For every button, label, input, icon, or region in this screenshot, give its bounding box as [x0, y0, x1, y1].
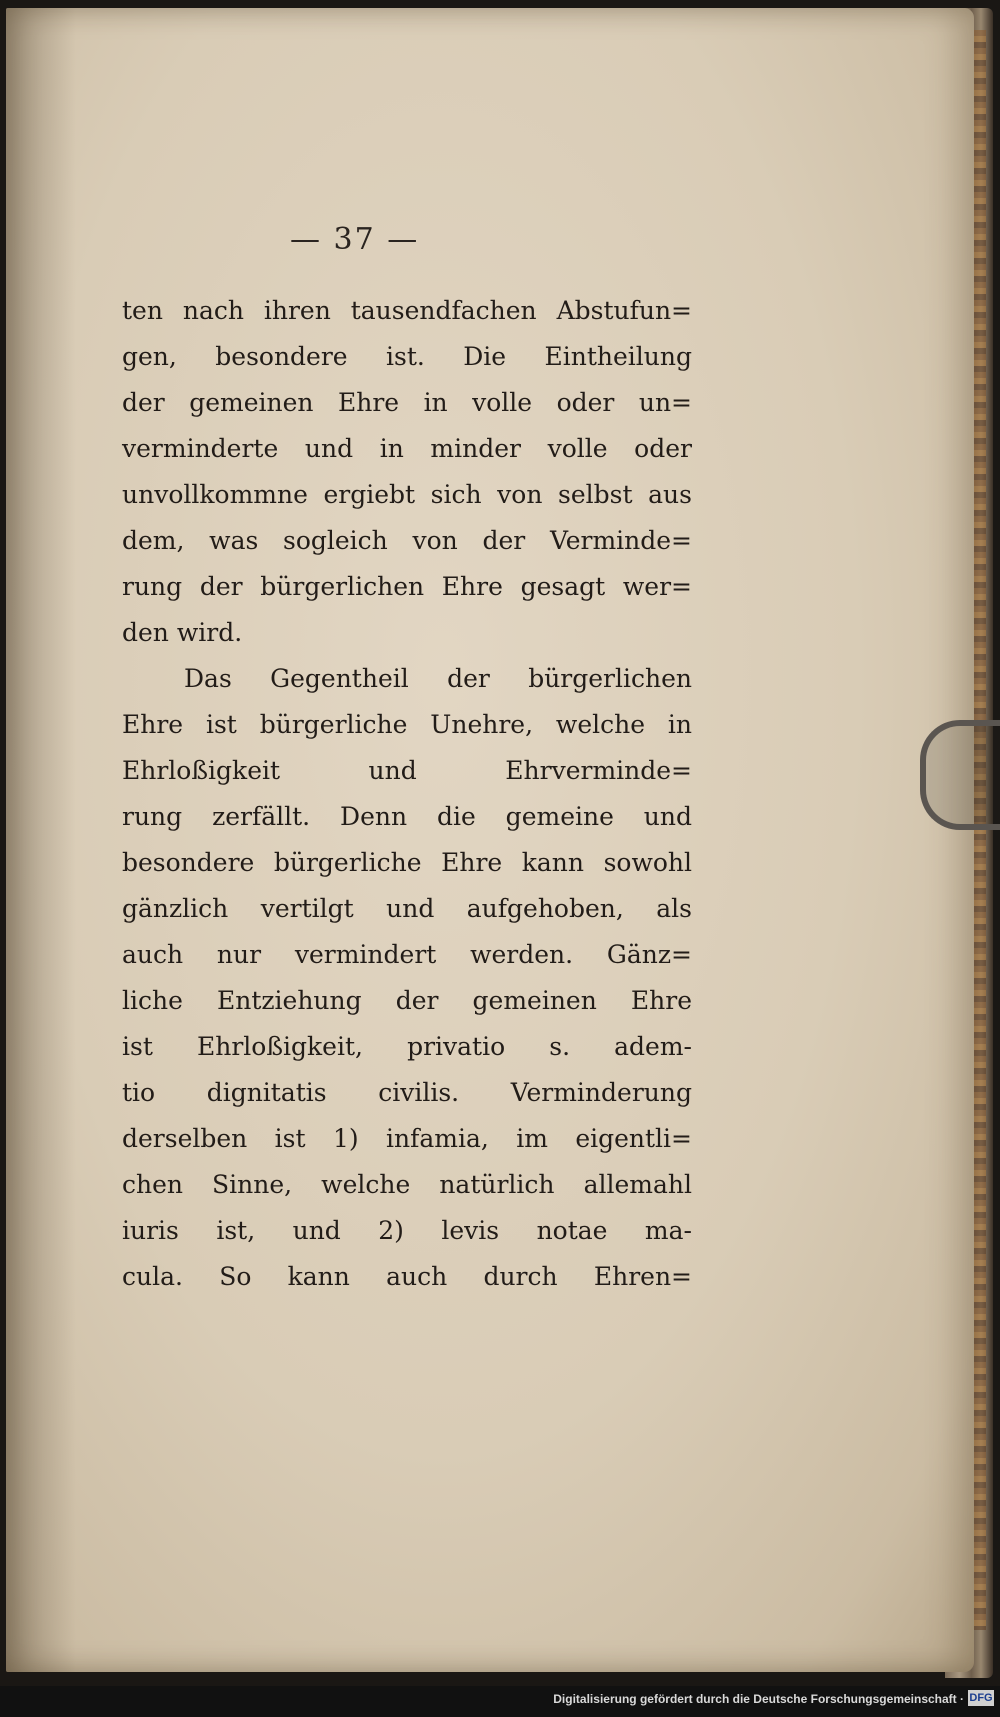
book-cover-edge — [972, 30, 986, 1630]
text-line: cula. So kann auch durch Ehren= — [122, 1262, 692, 1291]
body-text — [122, 288, 692, 1300]
text-line: gänzlich vertilgt und aufgehoben, als — [122, 894, 692, 923]
text-line: derselben ist 1) infamia, im eigentli= — [122, 1124, 692, 1153]
text-line: dem, was sogleich von der Verminde= — [122, 526, 692, 555]
text-line: Ehre ist bürgerliche Unehre, welche in — [122, 710, 692, 739]
text-line: der gemeinen Ehre in volle oder un= — [122, 388, 692, 417]
text-line: verminderte und in minder volle oder — [122, 434, 692, 463]
text-line: unvollkommne ergiebt sich von selbst aus — [122, 480, 692, 509]
digitization-credit: Digitalisierung gefördert durch die Deutsche Forschungsgemeinschaft · — [553, 1692, 964, 1706]
text-line: liche Entziehung der gemeinen Ehre — [122, 986, 692, 1015]
page-clip — [920, 720, 1000, 830]
text-line: Das Gegentheil der bürgerlichen — [184, 664, 692, 693]
text-line: tio dignitatis civilis. Verminderung — [122, 1078, 692, 1107]
text-line: gen, besondere ist. Die Eintheilung — [122, 342, 692, 371]
text-line: ten nach ihren tausendfachen Abstufun= — [122, 296, 692, 325]
text-line: besondere bürgerliche Ehre kann sowohl — [122, 848, 692, 877]
text-line: chen Sinne, welche natürlich allemahl — [122, 1170, 692, 1199]
text-line: rung der bürgerlichen Ehre gesagt wer= — [122, 572, 692, 601]
page-number: — 37 — — [290, 222, 420, 257]
page-gutter-shadow — [6, 8, 76, 1672]
text-line: ist Ehrloßigkeit, privatio s. adem- — [122, 1032, 692, 1061]
text-line: rung zerfällt. Denn die gemeine und — [122, 802, 692, 831]
text-line: auch nur vermindert werden. Gänz= — [122, 940, 692, 969]
text-line: Ehrloßigkeit und Ehrverminde= — [122, 756, 692, 785]
dfg-logo-icon: DFG — [969, 1692, 993, 1704]
text-line: den wird. — [122, 618, 243, 647]
text-line: iuris ist, und 2) levis notae ma- — [122, 1216, 692, 1245]
